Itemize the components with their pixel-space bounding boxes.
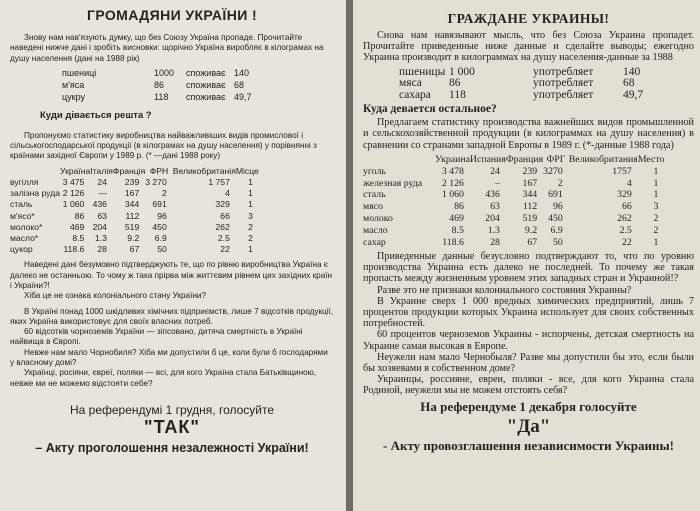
table-header-cell: Великобритания xyxy=(568,153,638,165)
table-header-cell: Франция xyxy=(505,153,544,165)
table-cell: 50 xyxy=(157,244,167,255)
table-cell: 9.2 xyxy=(127,233,140,243)
table-cell: 28 xyxy=(490,237,500,249)
production-verb: споживає xyxy=(186,67,226,78)
table-cell: 22 xyxy=(622,237,632,249)
table-cell: 2 xyxy=(557,177,563,189)
production-item: сахара xyxy=(399,88,431,101)
page-title: ГРОМАДЯНИ УКРАЇНИ ! xyxy=(86,7,258,23)
production-item: пшениці xyxy=(62,67,97,78)
table-header-cell xyxy=(10,166,60,177)
intro-paragraph: Снова нам навязывают мысль, что без Союза Украина пропадет. Прочитайте приведенные ниже данные и сделайте выводы; ежегодно Украина производит в килограммах на душу населения-данные за 1988 xyxy=(363,30,694,64)
table-row xyxy=(10,222,259,233)
table-cell: 4 xyxy=(626,177,632,189)
table-cell: 691 xyxy=(152,199,167,210)
table-cell: вугілля xyxy=(10,176,39,187)
body-paragraph: Хіба це не ознака колоніального стану України? xyxy=(24,291,207,301)
table-cell: 204 xyxy=(92,221,107,232)
table-cell: 1757 xyxy=(612,165,632,177)
table-cell: 450 xyxy=(548,213,563,225)
table-cell: м'ясо* xyxy=(10,210,35,221)
table-cell: 450 xyxy=(152,221,167,232)
production-produced: 1000 xyxy=(154,67,175,78)
table-cell: 67 xyxy=(129,244,140,255)
table-cell: 239 xyxy=(522,165,538,177)
table-cell: 66 xyxy=(220,210,230,221)
referendum-answer: "ТАК" xyxy=(144,416,200,437)
table-row xyxy=(10,233,259,244)
table-cell: 24 xyxy=(97,176,107,187)
table-cell: масло* xyxy=(10,233,39,243)
production-list xyxy=(62,67,334,103)
table-cell: 8.5 xyxy=(72,233,85,243)
table-cell: 3 xyxy=(653,201,659,213)
table-cell: 3 478 xyxy=(441,165,464,177)
table-cell: уголь xyxy=(363,165,386,177)
table-cell: 1 xyxy=(653,237,659,249)
production-item: цукру xyxy=(62,91,85,102)
table-cell: 3 xyxy=(248,210,253,221)
table-row xyxy=(10,244,259,255)
body-paragraph: Наведені дані безумовно підтверджують те, що по рівню виробництва Україна є далеко не останньою. То чому ж така прірва між життєвим рівнем цих західних країн і України?! xyxy=(10,260,333,290)
body-paragraph: Невже нам мало Чорнобиля? Хіба ми допустили б це, коли були б господарями у власному домі? xyxy=(10,347,328,368)
production-consumed: 49,7 xyxy=(234,91,252,102)
table-cell: 3 270 xyxy=(145,176,167,187)
table-cell: 329 xyxy=(215,199,230,210)
table-cell: 118.6 xyxy=(442,237,464,249)
table-header-cell: Великобританія xyxy=(172,165,236,176)
referendum-answer: "Да" xyxy=(506,415,551,437)
table-cell: 3270 xyxy=(543,165,563,177)
table-header-row xyxy=(363,154,664,166)
table-cell: 167 xyxy=(522,177,538,189)
table-header-cell: Испания xyxy=(469,153,506,165)
table-cell: молоко xyxy=(363,213,393,225)
table-cell: 96 xyxy=(552,201,563,213)
production-produced: 1 000 xyxy=(449,65,475,78)
production-produced: 118 xyxy=(154,91,169,102)
table-header-cell: Украина xyxy=(435,153,470,165)
table-row xyxy=(10,188,259,199)
body-paragraph: 60 відсотків чорноземів України — зіпсовано, дитяча смертність в Україні найвища в Європі. xyxy=(10,327,303,347)
table-row xyxy=(10,199,259,210)
production-list xyxy=(399,67,694,102)
table-cell: железная руда xyxy=(363,177,423,189)
table-header-cell: ФРН xyxy=(149,165,169,176)
table-cell: 2 xyxy=(653,213,659,225)
page-divider xyxy=(346,0,353,511)
table-cell: 329 xyxy=(617,189,632,201)
table-cell: цукор xyxy=(10,244,33,255)
table-cell: 1 060 xyxy=(441,189,464,201)
table-cell: 2 xyxy=(653,225,659,237)
table-cell: 1.3 xyxy=(487,225,500,237)
table-cell: 86 xyxy=(454,201,464,213)
table-cell: 1 757 xyxy=(208,176,230,187)
table-cell: 469 xyxy=(69,221,85,232)
table-cell: 66 xyxy=(622,201,632,213)
table-header-cell xyxy=(363,154,435,166)
table-row xyxy=(10,211,259,222)
table-cell: 67 xyxy=(527,237,538,249)
table-cell: 344 xyxy=(522,189,538,201)
table-cell: 8.5 xyxy=(451,225,464,237)
table-cell: 436 xyxy=(92,199,107,210)
production-consumed: 140 xyxy=(234,67,250,78)
table-cell: 262 xyxy=(215,221,230,232)
table-row xyxy=(363,237,664,249)
body-paragraph: Українці, росіяни, євреї, поляки — всі, для кого Україна стала Батьківщиною, невже ми не можемо відстояти себе? xyxy=(10,368,317,388)
table-header-cell: Італія xyxy=(90,165,113,176)
referendum-act: - Акту провозглашения независимости Украины! xyxy=(382,437,674,453)
table-cell: 1 xyxy=(248,176,253,187)
table-cell: сталь xyxy=(363,189,386,201)
table-cell: 469 xyxy=(449,213,464,225)
table-cell: – xyxy=(495,177,500,189)
table-cell: 1 xyxy=(248,199,253,210)
page-title: ГРАЖДАНЕ УКРАИНЫ! xyxy=(447,11,610,26)
table-cell: 96 xyxy=(157,210,167,221)
table-row xyxy=(363,189,664,201)
production-item: м'яса xyxy=(62,79,85,90)
table-cell: 344 xyxy=(124,199,140,210)
russian-leaflet xyxy=(353,0,700,511)
production-stats-table xyxy=(363,154,664,249)
table-cell: 1 xyxy=(248,244,253,255)
table-header-cell: Место xyxy=(637,153,665,165)
table-cell: 691 xyxy=(548,189,563,201)
table-cell: 1 xyxy=(248,188,253,199)
body-paragraph: Неужели нам мало Чернобыля? Разве мы допустили бы это, если были бы хозяевами в собственном доме? xyxy=(363,351,694,374)
table-row xyxy=(363,213,664,225)
table-cell: мясо xyxy=(363,201,383,213)
table-cell: 6.9 xyxy=(154,233,167,243)
production-stats-table xyxy=(10,166,259,256)
table-cell: 2 xyxy=(161,188,167,199)
body-paragraph: В Украине сверх 1 000 вредных химических предприятий, лишь 7 процентов продукции которых Украина использует для своих собственных потребностей. xyxy=(363,295,694,330)
table-cell: 436 xyxy=(485,189,500,201)
table-cell: сталь xyxy=(10,199,33,210)
table-row xyxy=(363,166,664,178)
body-paragraph: Разве это не признаки колониального состояния Украины? xyxy=(377,284,632,296)
table-cell: 63 xyxy=(490,201,500,213)
referendum-call: На референдуме 1 декабря голосуйте xyxy=(420,398,637,414)
table-cell: 9.2 xyxy=(524,225,538,237)
table-cell: 519 xyxy=(124,221,140,232)
table-cell: 118.6 xyxy=(63,244,85,255)
production-consumed: 140 xyxy=(623,65,641,78)
table-cell: 24 xyxy=(490,165,500,177)
table-cell: 63 xyxy=(97,210,107,221)
table-cell: 3 475 xyxy=(62,176,85,187)
stats-intro-paragraph: Предлагаем статистику производства важнейших видов промышленной и сельскохозяйственной продукции (в килограммах на душу населения) в сравнении со странами западной Европы в 1989 г. (*-данные 1988 года) xyxy=(363,117,694,151)
table-cell: 28 xyxy=(97,244,107,255)
table-row xyxy=(363,225,664,237)
production-verb: споживає xyxy=(186,79,226,90)
table-cell: 2 xyxy=(248,221,253,232)
body-paragraph: 60 процентов черноземов Украины - испорчены, детская смертность на Украине самая высокая в Европе. xyxy=(363,329,694,352)
question-heading: Куди дівається решта ? xyxy=(40,109,152,121)
table-cell: 1.3 xyxy=(94,233,107,243)
question-heading: Куда девается остальное? xyxy=(363,103,497,116)
production-produced: 86 xyxy=(154,79,165,90)
table-header-cell: Місце xyxy=(235,165,259,176)
production-consumed: 49,7 xyxy=(623,88,644,101)
table-cell: 1 xyxy=(653,177,659,189)
table-row xyxy=(10,177,259,188)
table-cell: 2 126 xyxy=(62,188,85,199)
table-cell: масло xyxy=(363,225,388,237)
body-paragraph: Украинцы, россияне, евреи, поляки - все, для кого Украина стала Родиной, неужели мы не можем отстоять себя? xyxy=(363,374,694,397)
table-cell: 4 xyxy=(225,188,230,199)
stats-intro-paragraph: Пропонуємо статистику виробництва найважливіших видів промислової і сільськогосподарської продукції (в кілограмах на душу населення) у порівнянні з країнами західної Європи у 1989 р. (* —дані 1988 року) xyxy=(10,130,317,161)
table-header-row xyxy=(10,166,259,177)
production-consumed: 68 xyxy=(234,79,245,90)
table-cell: 1 xyxy=(653,165,659,177)
intro-paragraph: Знову нам нав'язують думку, що без Союзу Україна пропаде. Прочитайте наведені нижче дані і зробіть висновки: щорічно Україна виробляє в кілограмах на душу населення (дані на 1988 рік) xyxy=(10,33,324,63)
body-paragraph: В Україні понад 1000 шкідливих хімічних підприємств, лише 7 відсотків продукції, яких Україна використовує для своїх власних потреб. xyxy=(10,306,334,326)
table-cell: 1 xyxy=(653,189,659,201)
table-cell: 262 xyxy=(617,213,632,225)
production-produced: 86 xyxy=(449,77,461,90)
body-paragraph: Приведенные данные безусловно подтверждают то, что по уровню производства Украина есть далеко не последней. То почему же такая пропасть между жизненным уровнем этих западных стран и Украиной!? xyxy=(363,250,694,285)
table-cell: 22 xyxy=(220,244,230,255)
table-cell: 519 xyxy=(522,213,538,225)
table-cell: 1 060 xyxy=(62,199,85,210)
table-row xyxy=(363,201,664,213)
production-verb: употребляет xyxy=(533,65,594,78)
table-cell: 2 126 xyxy=(441,177,464,189)
table-cell: 2.5 xyxy=(619,225,632,237)
table-cell: 204 xyxy=(485,213,500,225)
table-cell: 50 xyxy=(552,237,563,249)
table-cell: 2.5 xyxy=(217,233,230,243)
table-cell: сахар xyxy=(363,237,386,249)
referendum-act: – Акту проголошення незалежності України! xyxy=(35,440,309,455)
production-item: мяса xyxy=(399,77,422,90)
table-row xyxy=(363,178,664,190)
table-cell: 167 xyxy=(124,188,140,199)
table-header-cell: ФРГ xyxy=(546,153,566,165)
table-cell: молоко* xyxy=(10,221,43,232)
table-header-cell: Україна xyxy=(60,165,91,176)
production-produced: 118 xyxy=(449,88,466,101)
table-header-cell: Франція xyxy=(112,165,146,176)
referendum-call: На референдумі 1 грудня, голосуйте xyxy=(69,402,275,417)
table-cell: залізна руда xyxy=(10,188,60,199)
table-cell: 112 xyxy=(125,210,140,221)
ukrainian-leaflet xyxy=(0,0,346,511)
table-cell: 2 xyxy=(248,233,253,243)
table-cell: 112 xyxy=(522,201,538,213)
production-verb: споживає xyxy=(186,91,226,102)
table-cell: 86 xyxy=(74,210,85,221)
production-item: пшеницы xyxy=(399,65,446,78)
table-cell: — xyxy=(98,188,107,199)
table-cell: 6.9 xyxy=(550,225,563,237)
production-consumed: 68 xyxy=(623,77,635,90)
table-cell: 239 xyxy=(124,176,140,187)
production-verb: употребляет xyxy=(533,77,594,90)
production-verb: употребляет xyxy=(533,88,594,101)
